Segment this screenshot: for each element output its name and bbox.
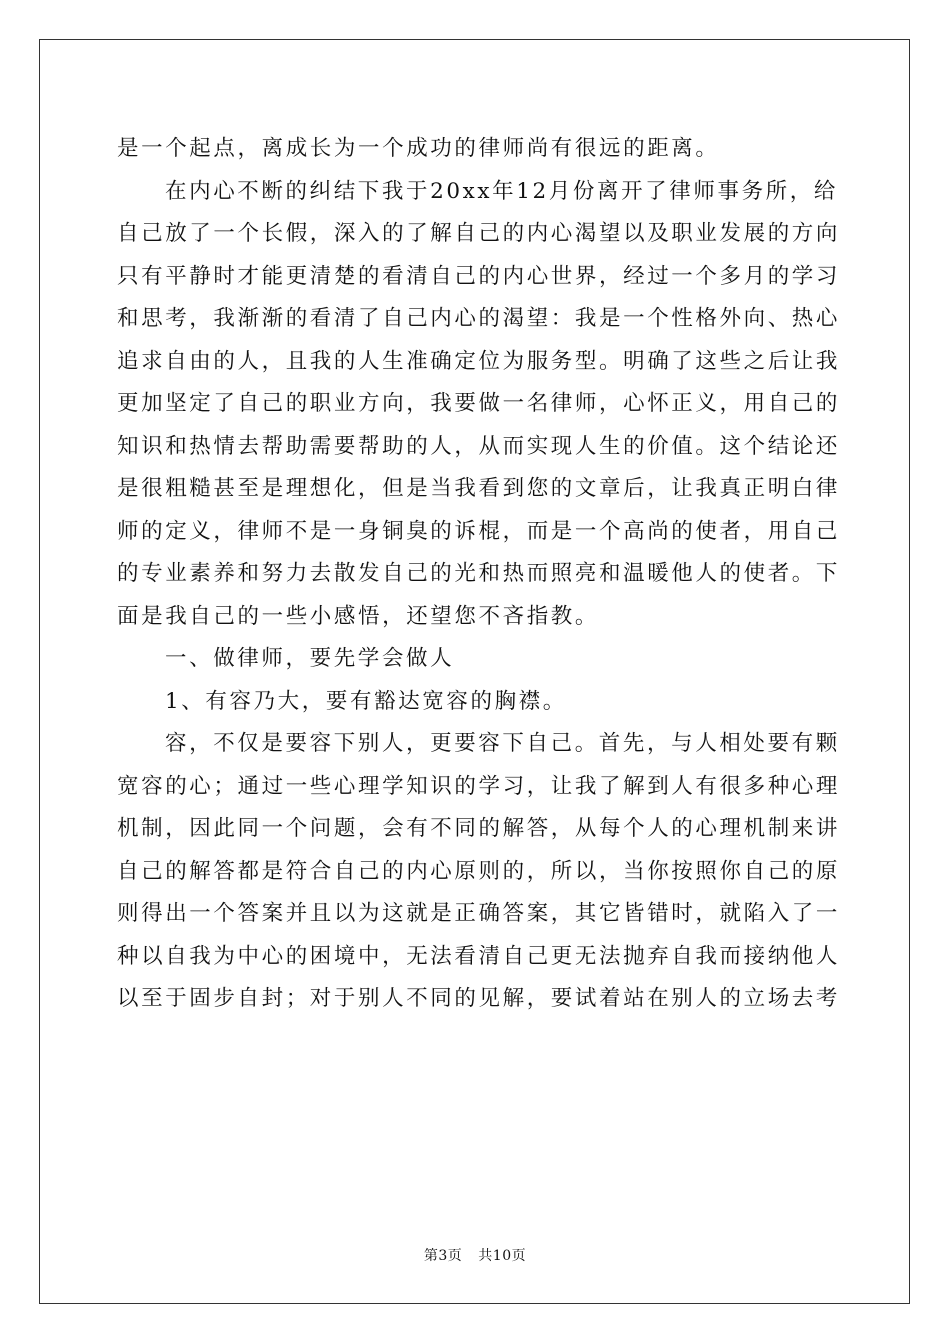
text-line: 师的定义，律师不是一身铜臭的诉棍，而是一个高尚的使者，用自己 <box>117 518 841 544</box>
text-line: 是很粗糙甚至是理想化，但是当我看到您的文章后，让我真正明白律 <box>117 476 841 501</box>
text-line: 和思考，我渐渐的看清了自己内心的渴望：我是一个性格外向、热心 <box>117 306 841 331</box>
text-line: 面是我自己的一些小感悟，还望您不吝指教。 <box>117 603 600 629</box>
section-heading: 一、做律师，要先学会做人 <box>165 646 455 671</box>
text-line: 更加坚定了自己的职业方向，我要做一名律师，心怀正义，用自己的 <box>117 391 841 416</box>
document-body <box>117 128 841 1021</box>
text-line: 自己的解答都是符合自己的内心原则的，所以，当你按照你自己的原 <box>117 858 841 884</box>
text-line: 以至于固步自封；对于别人不同的见解，要试着站在别人的立场去考 <box>117 986 841 1011</box>
text-line: 则得出一个答案并且以为这就是正确答案，其它皆错时，就陷入了一 <box>117 901 841 926</box>
text-line: 的专业素养和努力去散发自己的光和热而照亮和温暖他人的使者。下 <box>117 561 841 586</box>
page-footer <box>0 1245 950 1265</box>
text-line: 在内心不断的纠结下我于20xx年12月份离开了律师事务所，给 <box>165 178 838 204</box>
text-line: 机制，因此同一个问题，会有不同的解答，从每个人的心理机制来讲 <box>117 816 841 841</box>
page-number: 第3页 <box>423 1248 463 1264</box>
text-line: 是一个起点，离成长为一个成功的律师尚有很远的距离。 <box>117 136 720 161</box>
text-line: 追求自由的人，且我的人生准确定位为服务型。明确了这些之后让我 <box>117 348 841 374</box>
total-pages: 共10页 <box>478 1248 527 1264</box>
text-line: 知识和热情去帮助需要帮助的人，从而实现人生的价值。这个结论还 <box>117 433 841 459</box>
subsection-heading: 1、有容乃大，要有豁达宽容的胸襟。 <box>165 688 567 714</box>
text-line: 宽容的心；通过一些心理学知识的学习，让我了解到人有很多种心理 <box>117 773 841 799</box>
text-line: 自己放了一个长假，深入的了解自己的内心渴望以及职业发展的方向 <box>117 221 841 246</box>
text-line: 只有平静时才能更清楚的看清自己的内心世界，经过一个多月的学习 <box>117 263 841 289</box>
text-line: 种以自我为中心的困境中，无法看清自己更无法抛弃自我而接纳他人 <box>117 943 841 969</box>
text-line: 容，不仅是要容下别人，更要容下自己。首先，与人相处要有颗 <box>165 731 840 756</box>
